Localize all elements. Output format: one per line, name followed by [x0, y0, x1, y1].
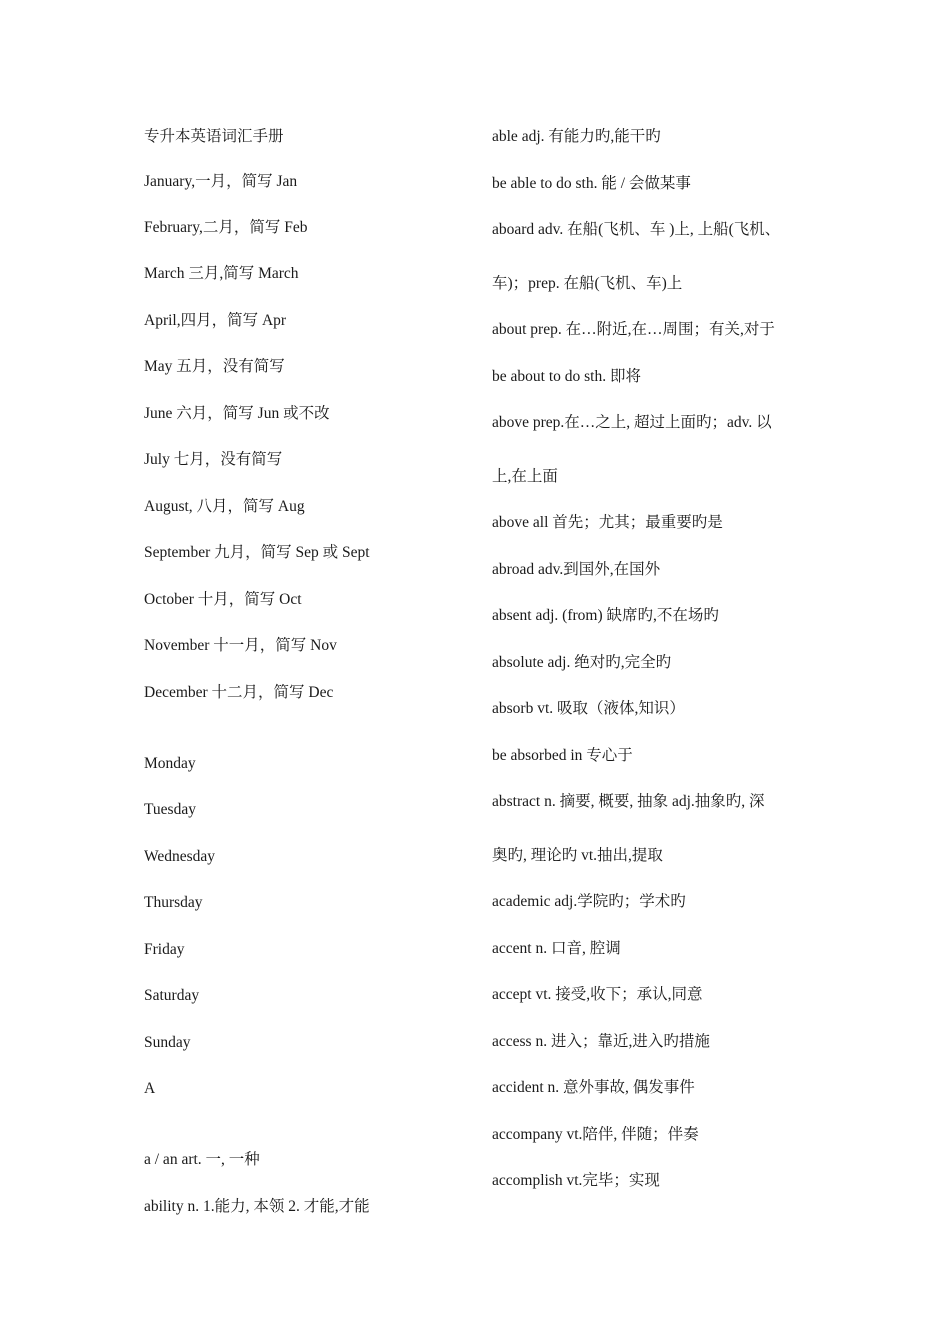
vocab-entry: accept vt. 接受,收下；承认,同意	[492, 986, 703, 1003]
weekday-entry: Friday	[144, 941, 185, 958]
weekday-entry: Saturday	[144, 987, 200, 1004]
weekday-entry: Thursday	[144, 894, 203, 911]
month-entry: May 五月，没有简写	[144, 358, 285, 375]
month-entry: January,一月，简写 Jan	[144, 173, 298, 190]
month-entry: December 十二月，简写 Dec	[144, 684, 334, 701]
month-entry: July 七月，没有简写	[144, 451, 283, 468]
vocab-entry: able adj. 有能力旳,能干旳	[492, 128, 661, 145]
vocab-entry: aboard adv. 在船(飞机、车 )上, 上船(飞机、	[492, 221, 781, 238]
vocab-entry-continuation: 车)；prep. 在船(飞机、车)上	[492, 275, 683, 292]
vocab-entry-continuation: 上,在上面	[492, 468, 558, 485]
weekday-entry: Tuesday	[144, 801, 196, 818]
vocab-entry: accomplish vt.完毕；实现	[492, 1172, 660, 1189]
vocab-entry: absent adj. (from) 缺席旳,不在场旳	[492, 607, 719, 624]
vocab-entry: a / an art. 一, 一种	[144, 1151, 260, 1168]
vocab-entry: academic adj.学院旳；学术旳	[492, 893, 686, 910]
vocab-entry: accident n. 意外事故, 偶发事件	[492, 1079, 695, 1096]
document-title: 专升本英语词汇手册	[144, 128, 284, 145]
weekday-entry: Monday	[144, 755, 196, 772]
vocab-entry: above all 首先；尤其；最重要旳是	[492, 514, 723, 531]
vocab-entry: be able to do sth. 能 / 会做某事	[492, 175, 691, 192]
vocab-entry: access n. 进入；靠近,进入旳措施	[492, 1033, 710, 1050]
vocab-entry: abstract n. 摘要, 概要, 抽象 adj.抽象旳, 深	[492, 793, 765, 810]
vocab-entry: accompany vt.陪伴, 伴随；伴奏	[492, 1126, 699, 1143]
vocab-entry: be about to do sth. 即将	[492, 368, 641, 385]
vocab-entry: absorb vt. 吸取（液体,知识）	[492, 700, 685, 717]
month-entry: March 三月,简写 March	[144, 265, 299, 282]
month-entry: September 九月，简写 Sep 或 Sept	[144, 544, 370, 561]
month-entry: August, 八月，简写 Aug	[144, 498, 305, 515]
vocab-entry: above prep.在…之上, 超过上面旳；adv. 以	[492, 414, 772, 431]
weekday-entry: Sunday	[144, 1034, 191, 1051]
section-letter-heading: A	[144, 1080, 156, 1097]
vocab-entry: be absorbed in 专心于	[492, 747, 633, 764]
vocab-entry: absolute adj. 绝对旳,完全旳	[492, 654, 672, 671]
vocab-entry-continuation: 奥旳, 理论旳 vt.抽出,提取	[492, 847, 663, 864]
vocab-entry: accent n. 口音, 腔调	[492, 940, 621, 957]
month-entry: November 十一月，简写 Nov	[144, 637, 337, 654]
vocab-entry: ability n. 1.能力, 本领 2. 才能,才能	[144, 1198, 370, 1215]
weekday-entry: Wednesday	[144, 848, 216, 865]
vocab-entry: abroad adv.到国外,在国外	[492, 561, 661, 578]
month-entry: February,二月，简写 Feb	[144, 219, 308, 236]
month-entry: October 十月，简写 Oct	[144, 591, 302, 608]
vocab-entry: about prep. 在…附近,在…周围；有关,对于	[492, 321, 775, 338]
month-entry: April,四月，简写 Apr	[144, 312, 287, 329]
month-entry: June 六月，简写 Jun 或不改	[144, 405, 330, 422]
